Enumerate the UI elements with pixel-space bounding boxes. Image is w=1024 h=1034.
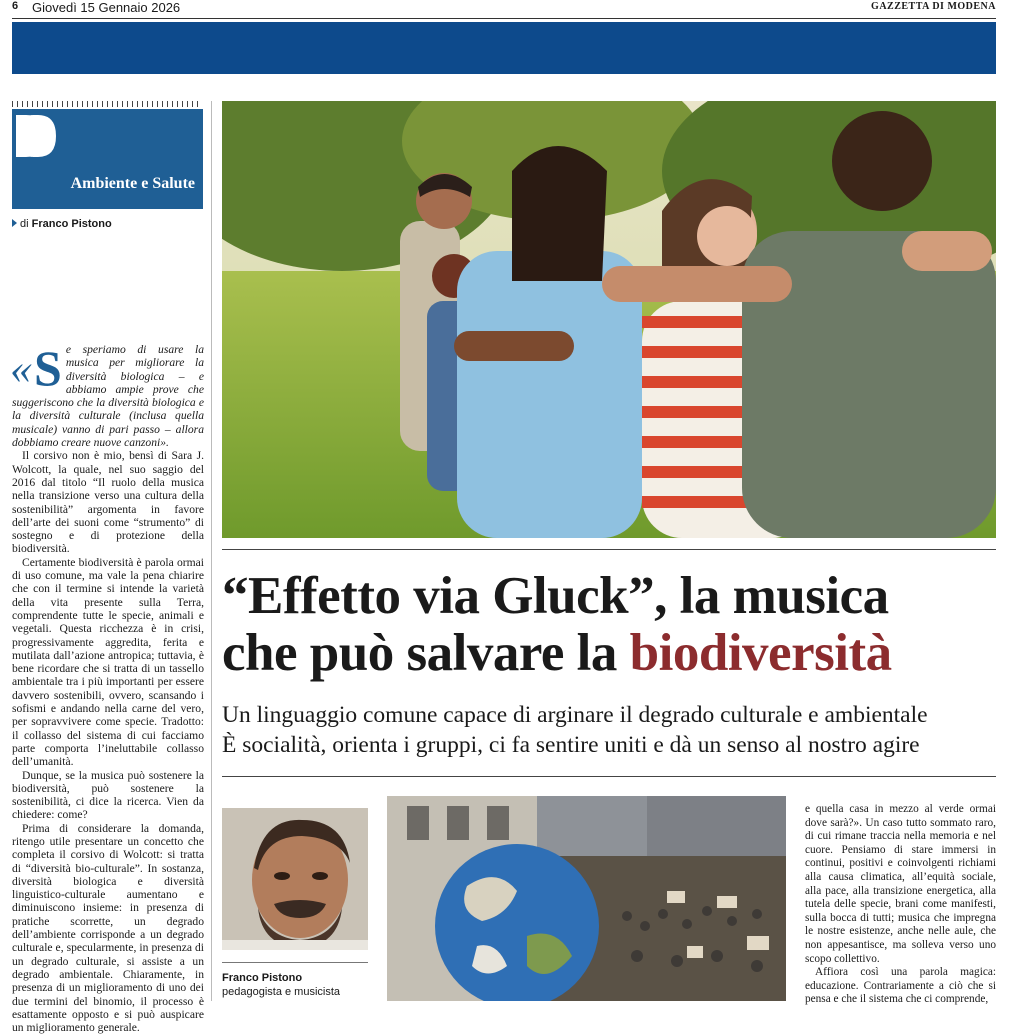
headline-accent: biodiversità — [629, 624, 892, 682]
article-right-column — [805, 803, 996, 1007]
body-paragraph: Il corsivo non è mio, bensì di Sara J. Wolcott, la quale, nel suo saggio del 2016 dal titolo “Il ruolo della musica nella transizione verso una cultura della sostenibilità” argomenta in favore dell’arte dei suoni come “strumento” di sostegno e di protezione della biodiversità. — [12, 449, 204, 556]
masthead: GAZZETTA DI MODENA — [871, 1, 996, 12]
hero-photo — [222, 101, 996, 538]
subhead-line-2: È socialità, orienta i gruppi, ci fa sentire uniti e dà un senso al nostro agire — [222, 732, 920, 758]
header-divider — [12, 18, 996, 19]
section-logo-icon — [16, 113, 56, 159]
byline — [12, 218, 112, 230]
caption-role: pedagogista e musicista — [222, 986, 341, 998]
byline-author: Franco Pistono — [31, 218, 112, 230]
byline-prefix: di — [20, 218, 29, 230]
body-paragraph: Certamente biodiversità è parola ormai di uso comune, ma vale la pena chiarire che con il termine si intende la varietà della vita presente sulla Terra, comprendente tutte le specie, animali e vegetali. Questa ricchezza è in crisi, progressivamente aggredita, ferita e mutilata dall’azione antropica; tuttavia, è bene ricordare che si tratta di un tassello ambientale tra i più importanti per essere davvero sostenibili, ovvero, scansando i sofismi e andando nella carne del vero, per sopravvivere come specie. Tradotto: il collasso del sistema di cui facciamo parte comporta l’ineluttabile collasso dell’umanità. — [12, 555, 204, 769]
opening-quote: « — [10, 344, 32, 393]
author-portrait — [222, 808, 368, 950]
headline-top-rule — [222, 549, 996, 550]
climate-march-illustration — [387, 796, 786, 1001]
section-label: Ambiente e Salute — [70, 175, 195, 192]
article-subheadline — [222, 700, 996, 760]
byline-arrow-icon — [12, 219, 17, 227]
article-left-column — [10, 340, 204, 1034]
subhead-bottom-rule — [222, 776, 996, 777]
issue-date: Giovedì 15 Gennaio 2026 — [32, 0, 181, 15]
continued-paragraph — [805, 803, 996, 966]
caption-rule — [222, 962, 368, 963]
author-portrait-illustration — [222, 808, 368, 950]
caption-name: Franco Pistono — [222, 972, 303, 984]
page-number: 6 — [12, 0, 19, 12]
continued-text: e quella casa in mezzo al verde ormai dove sarà?». Un caso tutto sommato raro, di cui rimane traccia nella memoria e nel cuore. Pensiamo di stare immersi in continui, positivi e coinvolgenti richiami alla causa climatica, all’equità sociale, alla pace, alla transizione energetica, alla tutela delle specie, brani come manifesti, sulla bocca di tutti; musica che impregna le nostre esistenze, anche nelle aule, che non appesantisce, ma solleva verso uno scopo collettivo. — [805, 803, 996, 965]
section-ruler — [12, 101, 202, 107]
body-paragraph: Affiora così una parola magica: educazione. Contrariamente a ciò che si pensa e che il sistema che ci comprende, — [805, 966, 996, 1006]
headline-line-1: “Effetto via Gluck”, la musica — [222, 567, 889, 625]
section-box — [12, 109, 203, 209]
dropcap: S — [34, 340, 62, 396]
column-divider — [211, 101, 212, 1001]
article-headline — [222, 568, 1012, 682]
lead-text: e speriamo di usare la musica per migliorare la diversità biologica – e abbiamo ampie prove che suggeriscono che la diversità biologica e la diversità culturale (inclusa quella musicale) vanno di pari passo – allora dobbiamo creare nuove canzoni». — [12, 343, 204, 450]
page-header — [0, 0, 1024, 18]
hero-photo-illustration — [222, 101, 996, 538]
headline-line-2: che può salvare la — [222, 624, 630, 682]
climate-march-photo — [387, 796, 786, 1001]
top-banner — [12, 22, 996, 74]
lead-paragraph — [10, 340, 204, 450]
body-paragraph: Prima di considerare la domanda, ritengo utile presentare un concetto che completa il corsivo di Wolcott: si tratta di “diversità bio-culturale”. In sostanza, diversità biologica e diversità linguistico-culturale aumentano e diminuiscono insieme: in presenza di pratiche scorrette, un degrado dell’ambiente corrisponde a un degrado culturale e, specularmente, in presenza di un degrado culturale, si assiste a un degrado ambientale. Chiaramente, in presenza di un miglioramento di uno dei due termini del binomio, il processo è esattamente opposto e si può auspicare un miglioramento generale. — [12, 821, 204, 1034]
subhead-line-1: Un linguaggio comune capace di arginare il degrado culturale e ambientale — [222, 702, 928, 728]
body-paragraph: Dunque, se la musica può sostenere la biodiversità, può sostenere la sostenibilità, ci dice la ricerca. Vien da chiedere: come? — [12, 768, 204, 822]
